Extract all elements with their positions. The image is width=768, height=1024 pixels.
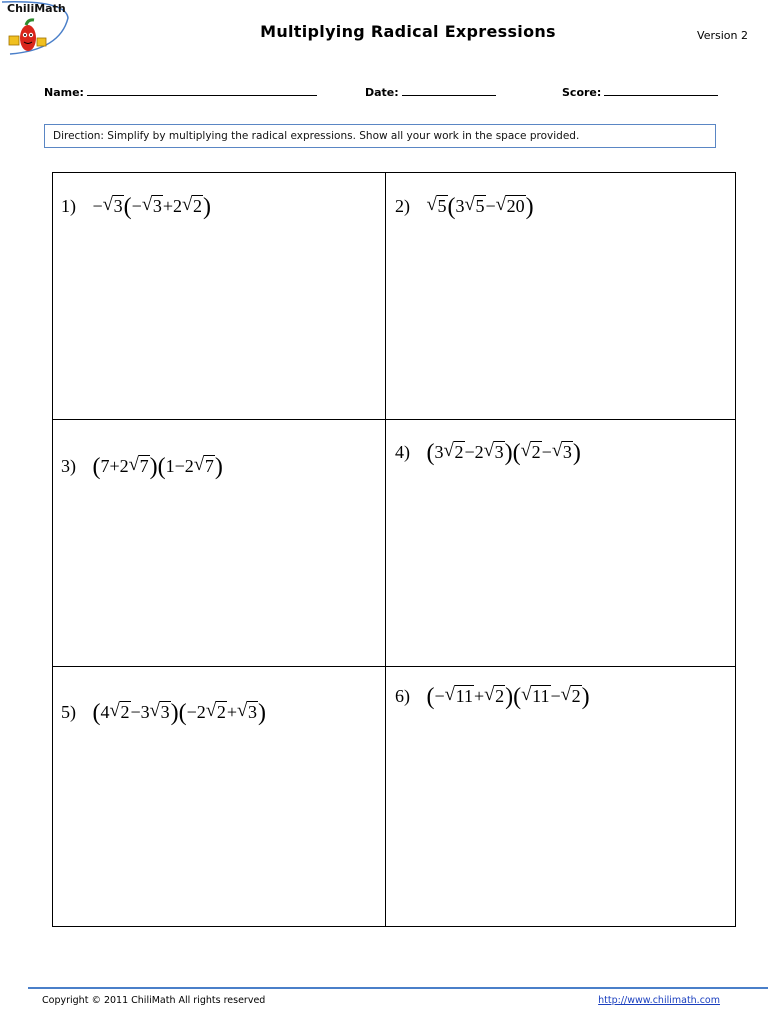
problem-expression: −√ 3(−√ 3+2√ 2): [93, 196, 211, 216]
problem-number: 1): [61, 196, 76, 216]
problem-1: [61, 195, 211, 219]
score-label: Score:: [562, 86, 602, 99]
problem-expression: √ 5(3√ 5−√ 20): [427, 196, 534, 216]
score-line[interactable]: [604, 85, 718, 96]
problem-expression: (4√ 2−3√ 3)(−2√ 2+√ 3): [93, 702, 266, 722]
logo-text: ChiliMath: [7, 2, 66, 15]
problem-number: 3): [61, 456, 76, 476]
problem-4: [395, 441, 581, 465]
problem-5: [61, 701, 266, 725]
copyright-text: Copyright © 2011 ChiliMath All rights reserved: [42, 995, 266, 1006]
date-field[interactable]: [365, 85, 496, 99]
version-label: Version 2: [697, 29, 748, 42]
grid-divider-vertical: [385, 173, 386, 926]
problem-6: [395, 685, 590, 709]
problem-number: 5): [61, 702, 76, 722]
problem-number: 2): [395, 196, 410, 216]
problem-grid: [52, 172, 736, 927]
website-link[interactable]: http://www.chilimath.com: [598, 995, 720, 1006]
problem-expression: (7+2√ 7)(1−2√ 7): [93, 456, 223, 476]
direction-box: Direction: Simplify by multiplying the radical expressions. Show all your work in the space provided.: [44, 124, 716, 148]
problem-expression: (3√ 2−2√ 3)(√ 2−√ 3): [427, 442, 581, 462]
page-title: Multiplying Radical Expressions: [260, 22, 556, 41]
name-field[interactable]: [44, 85, 317, 99]
problem-number: 4): [395, 442, 410, 462]
problem-2: [395, 195, 534, 219]
problem-number: 6): [395, 686, 410, 706]
date-label: Date:: [365, 86, 399, 99]
grid-divider-row2: [53, 666, 735, 667]
score-field[interactable]: [562, 85, 718, 99]
grid-divider-row1: [53, 419, 735, 420]
name-label: Name:: [44, 86, 84, 99]
name-line[interactable]: [87, 85, 317, 96]
problem-3: [61, 455, 223, 479]
footer-divider: [28, 987, 768, 989]
problem-expression: (−√ 11+√ 2)(√ 11−√ 2): [427, 686, 590, 706]
date-line[interactable]: [402, 85, 496, 96]
